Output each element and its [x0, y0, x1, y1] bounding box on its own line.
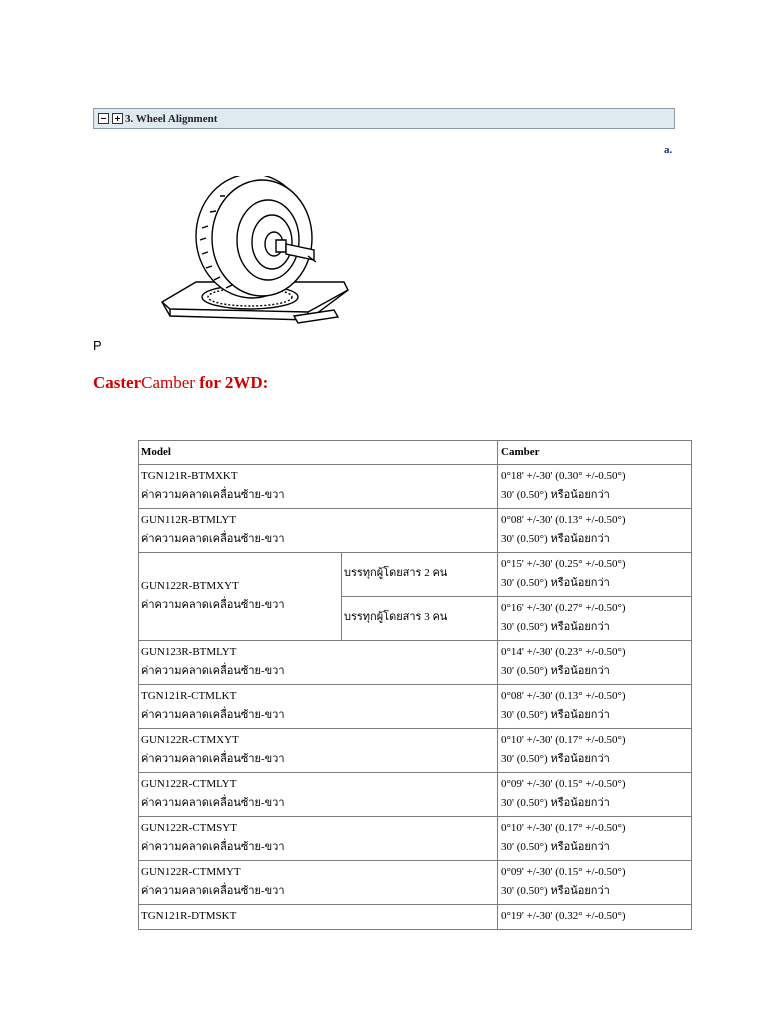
table-row-camber: 0°08' +/-30' (0.13° +/-0.50°) — [501, 690, 626, 702]
table-row-model: GUN122R-CTMLYT — [141, 778, 237, 790]
table-row-tolerance: 30' (0.50°) หรือน้อยกว่า — [501, 489, 610, 501]
table-row-tolerance: 30' (0.50°) หรือน้อยกว่า — [501, 797, 610, 809]
table-row-tolerance: 30' (0.50°) หรือน้อยกว่า — [501, 753, 610, 765]
table-row-model: GUN122R-CTMSYT — [141, 822, 237, 834]
table-row-camber: 0°08' +/-30' (0.13° +/-0.50°) — [501, 514, 626, 526]
table-row-camber: 0°16' +/-30' (0.27° +/-0.50°) — [501, 602, 626, 614]
collapse-icon[interactable] — [98, 113, 109, 124]
table-row-model: GUN122R-BTMXYT — [141, 580, 239, 592]
table-row-model: TGN121R-CTMLKT — [141, 690, 237, 702]
heading-2wd: for 2WD: — [194, 373, 269, 392]
table-row-model: GUN122R-CTMMYT — [141, 866, 241, 878]
table-row-sub: ค่าความคลาดเคลื่อนซ้าย-ขวา — [141, 533, 285, 545]
table-row-sub: ค่าความคลาดเคลื่อนซ้าย-ขวา — [141, 841, 285, 853]
section-header-bar — [93, 108, 675, 129]
table-row-variant-label: บรรทุกผู้โดยสาร 3 คน — [344, 611, 448, 623]
section-title: 3. Wheel Alignment — [125, 112, 218, 125]
heading-caster: Caster — [93, 373, 142, 392]
table-row-tolerance: 30' (0.50°) หรือน้อยกว่า — [501, 841, 610, 853]
figure-label: P — [93, 338, 102, 353]
table-row-sub: ค่าความคลาดเคลื่อนซ้าย-ขวา — [141, 753, 285, 765]
table-row-camber: 0°18' +/-30' (0.30° +/-0.50°) — [501, 470, 626, 482]
table-row-model: GUN122R-CTMXYT — [141, 734, 239, 746]
table-row-sub: ค่าความคลาดเคลื่อนซ้าย-ขวา — [141, 709, 285, 721]
table-row-tolerance: 30' (0.50°) หรือน้อยกว่า — [501, 709, 610, 721]
expand-icon[interactable] — [112, 113, 123, 124]
camber-table — [138, 440, 692, 930]
table-row-model: GUN112R-BTMLYT — [141, 514, 237, 526]
table-row-model: GUN123R-BTMLYT — [141, 646, 237, 658]
table-row-tolerance: 30' (0.50°) หรือน้อยกว่า — [501, 621, 610, 633]
table-row-model: TGN121R-BTMXKT — [141, 470, 238, 482]
section-heading — [93, 373, 268, 393]
table-row-model: TGN121R-DTMSKT — [141, 910, 237, 922]
table-row-camber: 0°09' +/-30' (0.15° +/-0.50°) — [501, 778, 626, 790]
table-row-tolerance: 30' (0.50°) หรือน้อยกว่า — [501, 885, 610, 897]
header-camber: Camber — [501, 446, 540, 458]
table-row-tolerance: 30' (0.50°) หรือน้อยกว่า — [501, 665, 610, 677]
table-row-camber: 0°15' +/-30' (0.25° +/-0.50°) — [501, 558, 626, 570]
header-model: Model — [141, 446, 171, 458]
table-row-variant-label: บรรทุกผู้โดยสาร 2 คน — [344, 567, 448, 579]
table-row-sub: ค่าความคลาดเคลื่อนซ้าย-ขวา — [141, 665, 285, 677]
table-row-camber: 0°19' +/-30' (0.32° +/-0.50°) — [501, 910, 626, 922]
table-row-sub: ค่าความคลาดเคลื่อนซ้าย-ขวา — [141, 885, 285, 897]
table-row-camber: 0°10' +/-30' (0.17° +/-0.50°) — [501, 822, 626, 834]
table-row-camber: 0°09' +/-30' (0.15° +/-0.50°) — [501, 866, 626, 878]
table-row-camber: 0°10' +/-30' (0.17° +/-0.50°) — [501, 734, 626, 746]
heading-camber: Camber — [141, 373, 195, 392]
table-row-sub: ค่าความคลาดเคลื่อนซ้าย-ขวา — [141, 797, 285, 809]
wheel-alignment-illustration — [158, 176, 352, 334]
table-row-tolerance: 30' (0.50°) หรือน้อยกว่า — [501, 533, 610, 545]
step-letter: a. — [664, 144, 673, 156]
table-row-camber: 0°14' +/-30' (0.23° +/-0.50°) — [501, 646, 626, 658]
table-row-sub: ค่าความคลาดเคลื่อนซ้าย-ขวา — [141, 489, 285, 501]
table-row-tolerance: 30' (0.50°) หรือน้อยกว่า — [501, 577, 610, 589]
table-row-sub: ค่าความคลาดเคลื่อนซ้าย-ขวา — [141, 599, 285, 611]
